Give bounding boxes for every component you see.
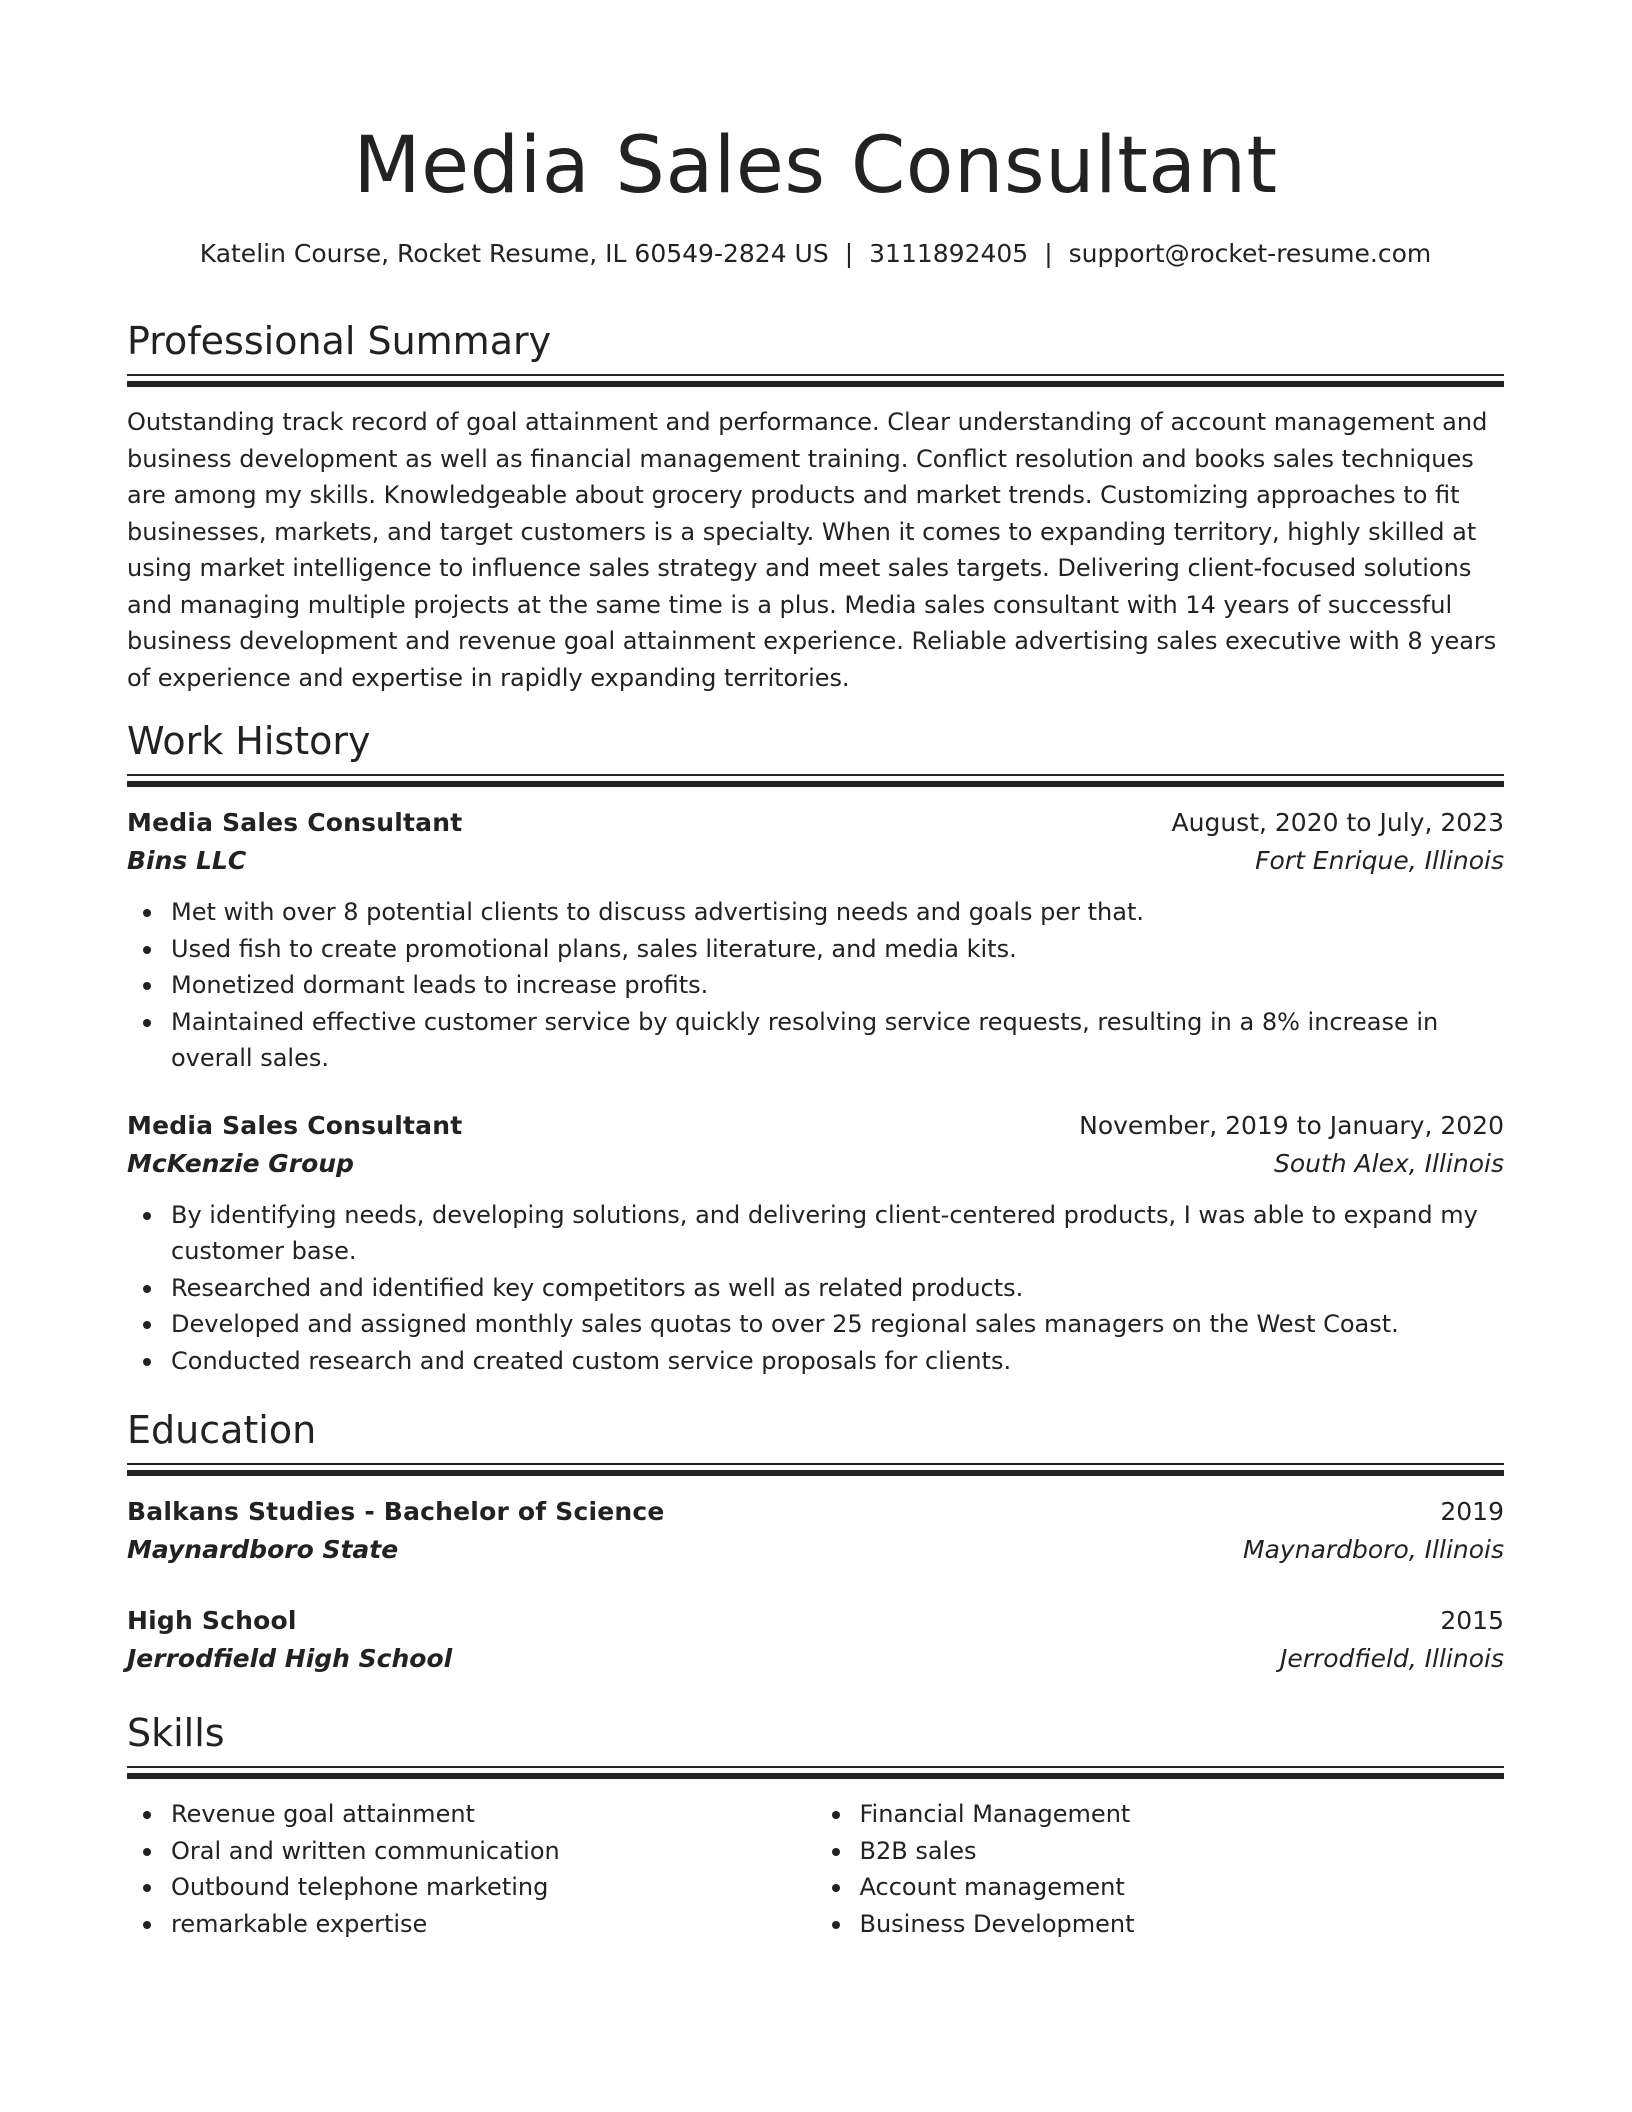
skill-item: Oral and written communication xyxy=(171,1833,816,1870)
summary-text: Outstanding track record of goal attainment and performance. Clear understanding of account management and business development as well as financial management training. Conflict resolution and books sales techniques are among my skills. Knowledgeable about grocery products and market trends. Customizing approaches to fit businesses, markets, and target customers is a specialty. When it comes to expanding territory, highly skilled at using market intelligence to influence sales strategy and meet sales targets. Delivering client-focused solutions and managing multiple projects at the same time is a plus. Media sales consultant with 14 years of successful business development and revenue goal attainment experience. Reliable advertising sales executive with 8 years of experience and expertise in rapidly expanding territories. xyxy=(127,408,1497,692)
skill-item: B2B sales xyxy=(860,1833,1505,1870)
list-item: Developed and assigned monthly sales quotas to over 25 regional sales managers on the West Coast. xyxy=(171,1306,1504,1343)
contact-address: Katelin Course, Rocket Resume, IL 60549-2824 US xyxy=(199,239,829,268)
section-divider xyxy=(127,1463,1504,1477)
education-location: Maynardboro, Illinois xyxy=(1243,1535,1504,1564)
skill-item: Business Development xyxy=(860,1906,1505,1943)
list-item: By identifying needs, developing solutions, and delivering client-centered products, I was able to expand my customer base. xyxy=(171,1197,1504,1270)
job-bullets xyxy=(127,1197,1504,1380)
contact-phone: 3111892405 xyxy=(869,239,1029,268)
skill-item: Account management xyxy=(860,1869,1505,1906)
job-header xyxy=(127,1107,1504,1145)
education-year: 2015 xyxy=(1440,1606,1504,1635)
job-entry xyxy=(127,804,1504,1077)
work-history-section xyxy=(127,716,1504,1379)
job-dates: August, 2020 to July, 2023 xyxy=(1171,808,1504,837)
skills-section xyxy=(127,1708,1504,1942)
education-location: Jerrodfield, Illinois xyxy=(1279,1644,1504,1673)
section-divider xyxy=(127,374,1504,388)
list-item: Conducted research and created custom service proposals for clients. xyxy=(171,1343,1504,1380)
job-subheader xyxy=(127,1145,1504,1183)
education-degree: High School xyxy=(127,1606,297,1635)
skills-list-left xyxy=(127,1796,816,1942)
education-school: Jerrodfield High School xyxy=(127,1644,453,1673)
education-header xyxy=(127,1602,1504,1640)
education-subheader xyxy=(127,1531,1504,1569)
job-title: Media Sales Consultant xyxy=(127,1110,463,1140)
contact-email: support@rocket-resume.com xyxy=(1068,239,1432,268)
job-entry xyxy=(127,1107,1504,1380)
section-divider xyxy=(127,774,1504,788)
list-item: Met with over 8 potential clients to discuss advertising needs and goals per that. xyxy=(171,894,1504,931)
education-section xyxy=(127,1405,1504,1678)
list-item: Researched and identified key competitors as well as related products. xyxy=(171,1270,1504,1307)
skill-item: Revenue goal attainment xyxy=(171,1796,816,1833)
job-header xyxy=(127,804,1504,842)
skills-columns xyxy=(127,1796,1504,1942)
education-entry xyxy=(127,1493,1504,1569)
summary-section xyxy=(127,316,1504,696)
list-item: Maintained effective customer service by quickly resolving service requests, resulting in a 8% increase in overall sales. xyxy=(171,1004,1504,1077)
education-entry xyxy=(127,1602,1504,1678)
section-heading-summary: Professional Summary xyxy=(127,319,552,363)
skills-list-right xyxy=(816,1796,1505,1942)
contact-line xyxy=(127,237,1504,271)
skill-item: Outbound telephone marketing xyxy=(171,1869,816,1906)
job-employer: Bins LLC xyxy=(127,846,247,875)
job-location: South Alex, Illinois xyxy=(1273,1148,1504,1178)
contact-separator: | xyxy=(844,239,854,268)
section-divider xyxy=(127,1766,1504,1780)
education-header xyxy=(127,1493,1504,1531)
list-item: Monetized dormant leads to increase profits. xyxy=(171,967,1504,1004)
job-subheader xyxy=(127,842,1504,880)
job-title: Media Sales Consultant xyxy=(127,808,463,837)
skill-item: Financial Management xyxy=(860,1796,1505,1833)
job-employer: McKenzie Group xyxy=(127,1148,354,1178)
education-school: Maynardboro State xyxy=(127,1535,399,1564)
job-dates: November, 2019 to January, 2020 xyxy=(1079,1110,1504,1140)
section-heading-education: Education xyxy=(127,1408,317,1452)
skill-item: remarkable expertise xyxy=(171,1906,816,1943)
education-subheader xyxy=(127,1640,1504,1678)
contact-separator: | xyxy=(1044,239,1053,268)
section-heading-work-history: Work History xyxy=(127,719,371,763)
job-bullets xyxy=(127,894,1504,1077)
section-heading-skills: Skills xyxy=(127,1711,225,1755)
job-location: Fort Enrique, Illinois xyxy=(1255,846,1504,875)
education-year: 2019 xyxy=(1440,1497,1504,1526)
list-item: Used fish to create promotional plans, sales literature, and media kits. xyxy=(171,931,1504,968)
education-degree: Balkans Studies - Bachelor of Science xyxy=(127,1497,665,1526)
resume-title: Media Sales Consultant xyxy=(353,121,1278,211)
